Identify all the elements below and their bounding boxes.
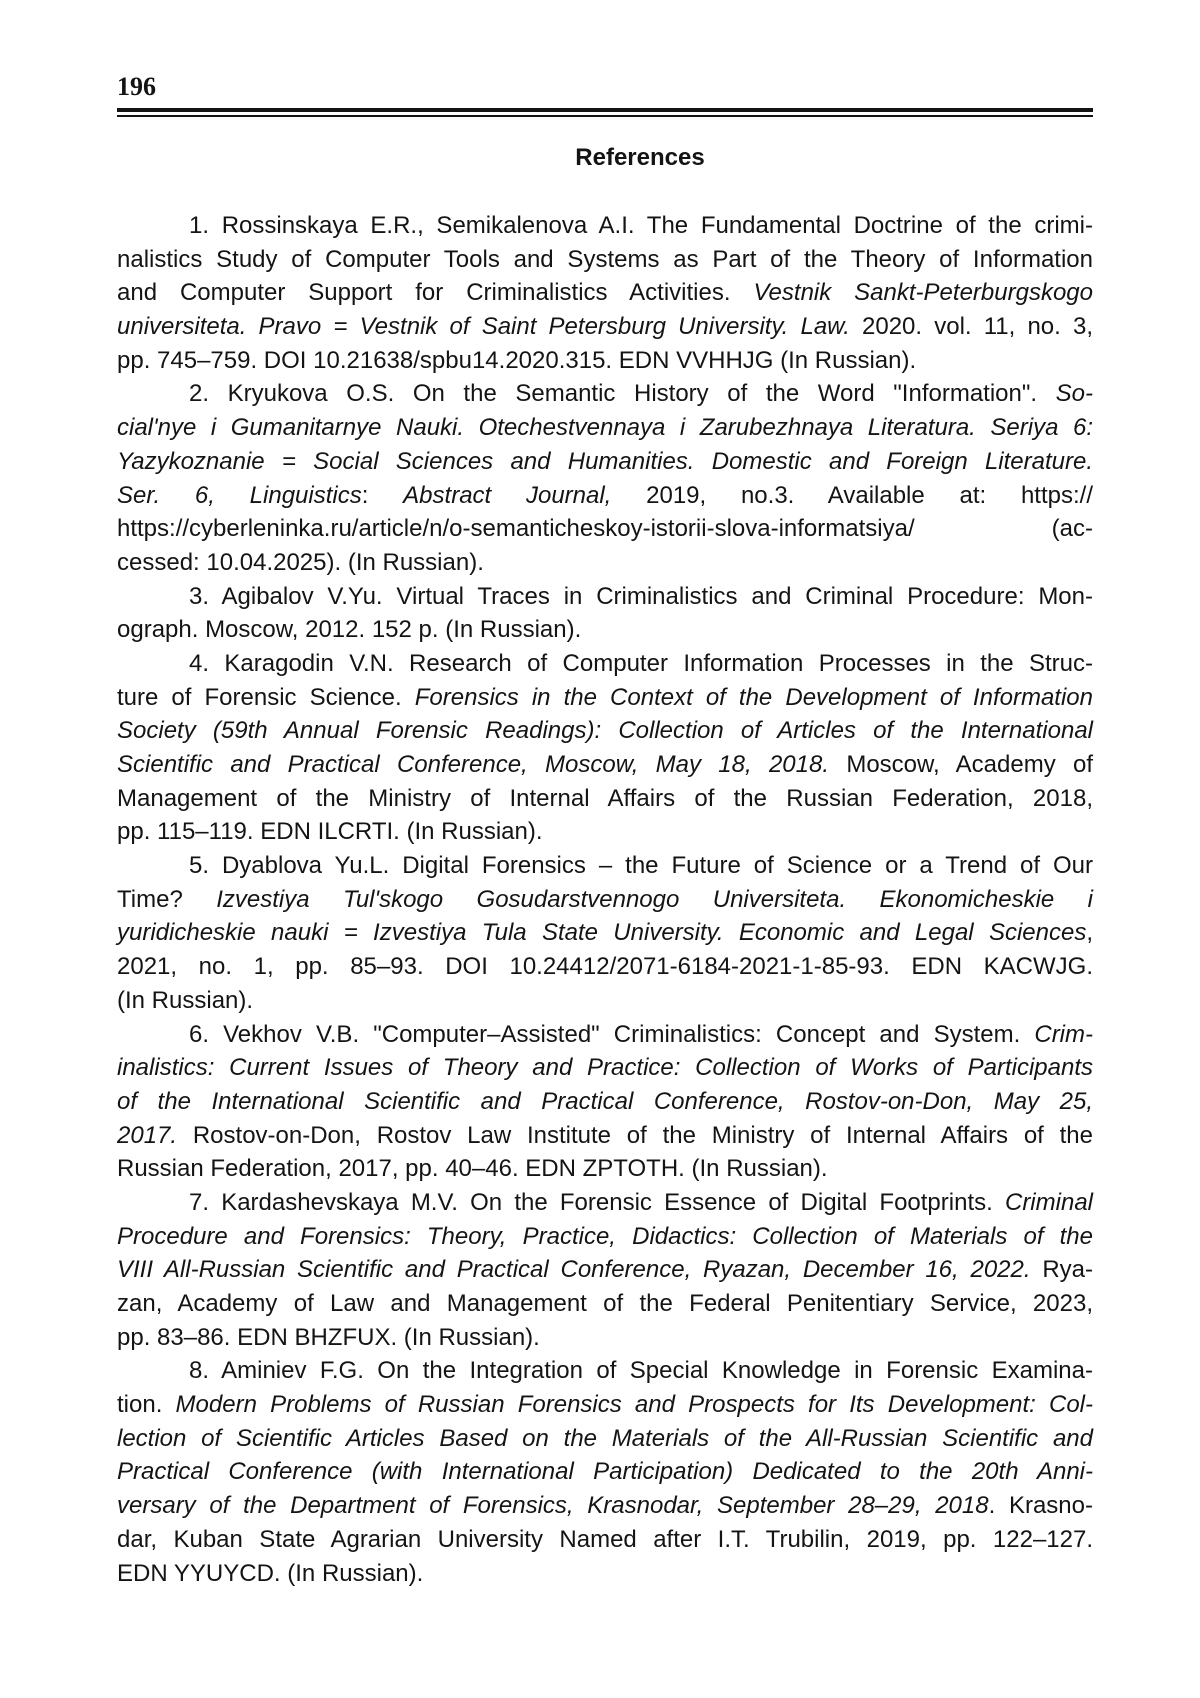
reference-text: dar, Kuban State Agrarian University Named after I.T. Trubilin, 2019, pp. 122–127. bbox=[117, 1525, 1093, 1553]
reference-line bbox=[117, 276, 1093, 310]
reference-line bbox=[117, 377, 1093, 411]
reference-line bbox=[117, 1051, 1093, 1085]
reference-line bbox=[117, 950, 1093, 984]
reference-text: tion. bbox=[117, 1391, 176, 1419]
reference-source-title: Practical Conference (with International Participation) Dedicated to the 20th Anni- bbox=[117, 1458, 1093, 1486]
reference-line bbox=[117, 849, 1093, 883]
reference-source-title: versary of the Department of Forensics, Krasnodar, September 28–29, 2018 bbox=[117, 1492, 989, 1520]
reference-text: 1. Rossinskaya E.R., Semikalenova A.I. The Fundamental Doctrine of the crimi- bbox=[189, 212, 1093, 239]
page-number: 196 bbox=[117, 72, 156, 101]
reference-text: zan, Academy of Law and Management of the Federal Penitentiary Service, 2023, bbox=[117, 1290, 1093, 1317]
reference-source-title: Yazykoznanie = Social Sciences and Humanities. Domestic and Foreign Literature. bbox=[117, 447, 1093, 475]
reference-line bbox=[117, 1018, 1093, 1052]
reference-line bbox=[117, 1119, 1093, 1153]
reference-item bbox=[117, 580, 1093, 647]
reference-line bbox=[117, 916, 1093, 950]
reference-line bbox=[117, 1455, 1093, 1489]
reference-text: 3. Agibalov V.Yu. Virtual Traces in Criminalistics and Criminal Procedure: Mon- bbox=[189, 582, 1093, 610]
reference-source-title: universiteta. Pravo = Vestnik of Saint Petersburg University. Law. bbox=[117, 313, 850, 341]
header-rule-thin bbox=[117, 115, 1093, 117]
reference-line bbox=[117, 613, 1093, 647]
reference-line bbox=[117, 1253, 1093, 1287]
reference-text: , bbox=[1086, 919, 1093, 947]
reference-source-title: cial'nye i Gumanitarnye Nauki. Otechestvennaya i Zarubezhnaya Literatura. Seriya 6: bbox=[117, 414, 1093, 442]
reference-line bbox=[117, 1489, 1093, 1523]
reference-line bbox=[117, 445, 1093, 479]
reference-source-title: So- bbox=[1055, 380, 1093, 408]
reference-text: ture of Forensic Science. bbox=[117, 683, 415, 711]
reference-text: 5. Dyablova Yu.L. Digital Forensics – the Future of Science or a Trend of Our bbox=[189, 852, 1093, 880]
reference-line bbox=[117, 479, 1093, 513]
reference-text: 2. Kryukova O.S. On the Semantic History of the Word "Information". bbox=[189, 380, 1056, 408]
reference-item bbox=[117, 1186, 1093, 1354]
reference-line bbox=[117, 1186, 1093, 1220]
reference-source-title: of the International Scientific and Practical Conference, Rostov-on-Don, May 25, bbox=[117, 1087, 1093, 1115]
reference-text: Time? bbox=[117, 885, 217, 913]
reference-source-title: inalistics: Current Issues of Theory and Practice: Collection of Works of Participants bbox=[117, 1054, 1093, 1082]
header-rule-thick bbox=[117, 108, 1093, 112]
reference-item bbox=[117, 647, 1093, 849]
reference-line bbox=[117, 647, 1093, 681]
reference-source-title: Ser. 6, Linguistics bbox=[117, 481, 362, 509]
reference-text: 8. Aminiev F.G. On the Integration of Special Knowledge in Forensic Examina- bbox=[189, 1357, 1093, 1385]
reference-text: 2019, no.3. Available at: https:// bbox=[611, 481, 1093, 509]
reference-line bbox=[117, 782, 1093, 816]
reference-text: 2020. vol. 11, no. 3, bbox=[849, 313, 1093, 341]
reference-text: pp. 745–759. DOI 10.21638/spbu14.2020.315. EDN VVHHJG (In Russian). bbox=[117, 346, 917, 374]
reference-source-title: Criminal bbox=[1004, 1188, 1093, 1216]
reference-item bbox=[117, 377, 1093, 579]
reference-line bbox=[117, 1388, 1093, 1422]
reference-text: pp. 115–119. EDN ILCRTI. (In Russian). bbox=[117, 818, 543, 846]
reference-line bbox=[117, 310, 1093, 344]
reference-line bbox=[117, 1354, 1093, 1388]
reference-text: 6. Vekhov V.B. "Computer–Assisted" Criminalistics: Concept and System. bbox=[189, 1020, 1035, 1048]
reference-line bbox=[117, 748, 1093, 782]
reference-line bbox=[117, 546, 1093, 580]
reference-line bbox=[117, 1220, 1093, 1254]
reference-line bbox=[117, 209, 1093, 243]
reference-line bbox=[117, 1287, 1093, 1321]
reference-text: 2021, no. 1, pp. 85–93. DOI 10.24412/2071-6184-2021-1-85-93. EDN KACWJG. bbox=[117, 953, 1093, 981]
reference-text: 7. Kardashevskaya M.V. On the Forensic Essence of Digital Footprints. bbox=[189, 1188, 1005, 1216]
reference-source-title: Modern Problems of Russian Forensics and Prospects for Its Development: Col- bbox=[175, 1391, 1093, 1419]
reference-line bbox=[117, 512, 1093, 546]
reference-line bbox=[117, 1321, 1093, 1355]
reference-source-title: Procedure and Forensics: Theory, Practice, Didactics: Collection of Materials of the bbox=[117, 1222, 1093, 1250]
reference-text: pp. 83–86. EDN BHZFUX. (In Russian). bbox=[117, 1323, 540, 1351]
reference-source-title: yuridicheskie nauki = Izvestiya Tula State University. Economic and Legal Sciences bbox=[117, 919, 1087, 947]
reference-text: . Krasno- bbox=[988, 1492, 1093, 1520]
reference-text: nalistics Study of Computer Tools and Systems as Part of the Theory of Information bbox=[117, 245, 1093, 273]
reference-source-title: Izvestiya Tul'skogo Gosudarstvennogo Universiteta. Ekonomicheskie i bbox=[216, 885, 1093, 913]
reference-text: and Computer Support for Criminalistics Activities. bbox=[117, 279, 754, 307]
reference-text: EDN YYUYCD. (In Russian). bbox=[117, 1559, 424, 1587]
reference-source-title: Scientific and Practical Conference, Moscow, May 18, 2018. bbox=[117, 751, 830, 778]
reference-item bbox=[117, 209, 1093, 377]
reference-line bbox=[117, 1085, 1093, 1119]
references-heading: References bbox=[575, 144, 705, 171]
reference-text: Rostov-on-Don, Rostov Law Institute of the Ministry of Internal Affairs of the bbox=[177, 1121, 1093, 1149]
reference-text: Moscow, Academy of bbox=[829, 751, 1094, 778]
reference-source-title: Abstract Journal, bbox=[403, 481, 612, 509]
reference-line bbox=[117, 1523, 1093, 1557]
reference-text: ograph. Moscow, 2012. 152 p. (In Russian). bbox=[117, 616, 582, 644]
reference-line bbox=[117, 580, 1093, 614]
reference-source-title: lection of Scientific Articles Based on the Materials of the All-Russian Scientific and bbox=[117, 1424, 1093, 1452]
reference-item bbox=[117, 1018, 1093, 1186]
reference-line bbox=[117, 243, 1093, 277]
reference-line bbox=[117, 984, 1093, 1018]
reference-line bbox=[117, 815, 1093, 849]
reference-text: Russian Federation, 2017, pp. 40–46. EDN ZPTOTH. (In Russian). bbox=[117, 1155, 828, 1183]
reference-text: : bbox=[361, 481, 404, 509]
reference-line bbox=[117, 1422, 1093, 1456]
reference-source-title: Crim- bbox=[1034, 1020, 1093, 1048]
reference-line bbox=[117, 1152, 1093, 1186]
reference-line bbox=[117, 344, 1093, 378]
reference-source-title: Vestnik Sankt-Peterburgskogo bbox=[753, 279, 1093, 307]
reference-line bbox=[117, 1557, 1093, 1591]
reference-line bbox=[117, 411, 1093, 445]
reference-source-title: 2017. bbox=[117, 1121, 178, 1149]
reference-line bbox=[117, 681, 1093, 715]
reference-source-title: Society (59th Annual Forensic Readings): Collection of Articles of the International bbox=[117, 717, 1093, 745]
reference-line bbox=[117, 883, 1093, 917]
references-list bbox=[117, 209, 1093, 1590]
reference-source-title: VIII All-Russian Scientific and Practical Conference, Ryazan, December 16, 2022. bbox=[117, 1256, 1031, 1284]
reference-text: Rya- bbox=[1030, 1256, 1093, 1284]
reference-text: (In Russian). bbox=[117, 986, 254, 1014]
reference-text: Management of the Ministry of Internal Affairs of the Russian Federation, 2018, bbox=[117, 784, 1093, 812]
reference-item bbox=[117, 849, 1093, 1017]
reference-source-title: Forensics in the Context of the Development of Information bbox=[414, 683, 1093, 711]
reference-line bbox=[117, 714, 1093, 748]
reference-text: 4. Karagodin V.N. Research of Computer Information Processes in the Struc- bbox=[189, 649, 1093, 677]
reference-text: cessed: 10.04.2025). (In Russian). bbox=[117, 548, 484, 576]
reference-text: https://cyberleninka.ru/article/n/o-semanticheskoy-istorii-slova-informatsiya/ (ac- bbox=[117, 515, 1093, 543]
reference-item bbox=[117, 1354, 1093, 1590]
